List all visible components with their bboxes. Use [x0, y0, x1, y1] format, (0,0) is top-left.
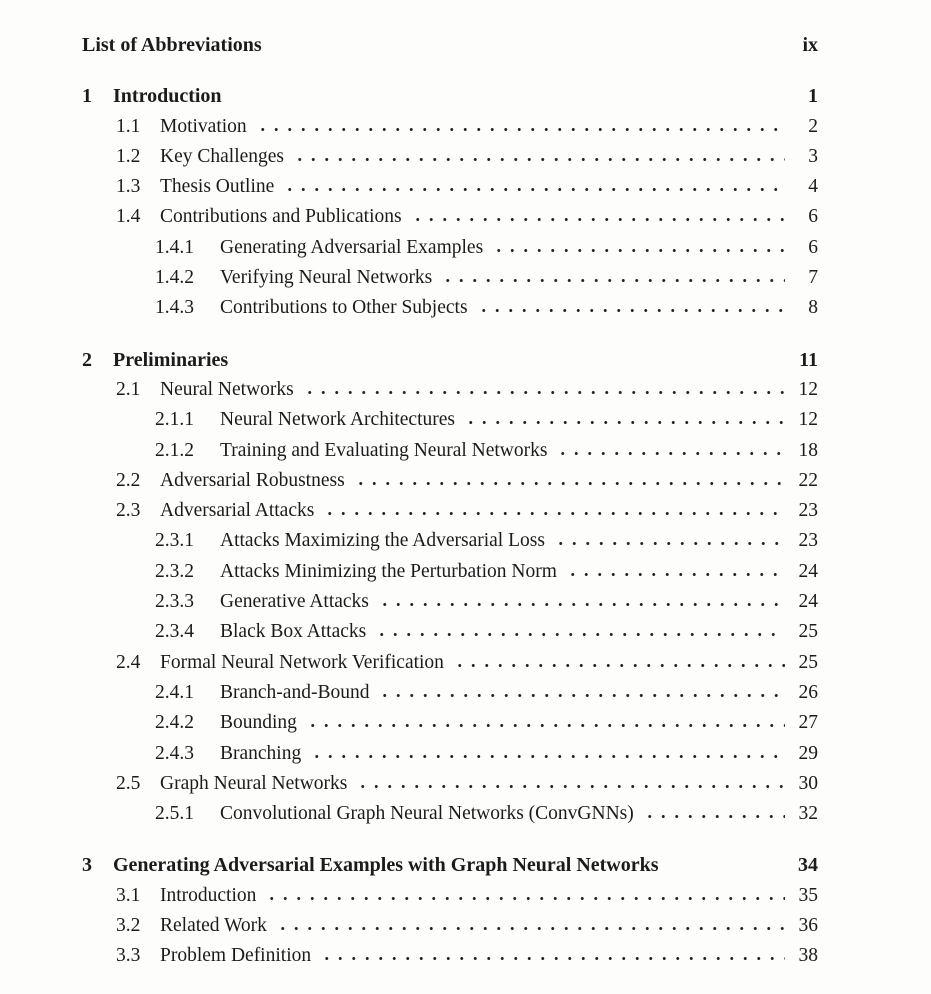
section-page-number: 35 [798, 884, 818, 906]
chapter-title: List of Abbreviations [82, 34, 262, 56]
leader-dots [439, 278, 785, 283]
toc-entry-row [82, 708, 818, 738]
section-page-number: 6 [808, 236, 818, 258]
toc-entry-row [82, 293, 818, 323]
section-number: 3.1 [116, 884, 141, 906]
section-page-number: 24 [798, 591, 818, 613]
section-page-number: 27 [798, 712, 818, 734]
toc-entry-row [82, 881, 818, 911]
section-page-number: 30 [798, 772, 818, 794]
section-number: 2.1.1 [155, 409, 194, 431]
leader-dots [554, 451, 785, 456]
chapter-title: Preliminaries [113, 348, 229, 371]
toc-entry-row [82, 112, 818, 142]
section-number: 1.4.1 [155, 236, 194, 258]
section-title: Key Challenges [160, 145, 285, 167]
toc-entry-row [82, 375, 818, 405]
section-title: Neural Networks [160, 378, 294, 400]
section-title: Related Work [160, 915, 267, 937]
section-number: 2.3.4 [155, 621, 194, 643]
section-page-number: 36 [798, 915, 818, 937]
section-title: Generating Adversarial Examples [220, 236, 484, 258]
section-number: 2.5 [116, 772, 141, 794]
section-number: 2.3 [116, 500, 141, 522]
section-number: 2.2 [116, 469, 141, 491]
section-title: Problem Definition [160, 945, 312, 967]
toc-entry-row [82, 769, 818, 799]
toc-entry-row [82, 911, 818, 941]
leader-dots [301, 390, 785, 395]
leader-dots [308, 754, 785, 759]
toc-frontmatter-row [82, 30, 818, 60]
leader-dots [354, 784, 785, 789]
leader-dots [666, 866, 785, 871]
leader-dots [641, 814, 785, 819]
section-number: 3.2 [116, 915, 141, 937]
toc-entry-row [82, 405, 818, 435]
leader-dots [235, 361, 785, 366]
section-number: 2.3.1 [155, 530, 194, 552]
leader-dots [269, 46, 785, 51]
toc-entry-row [82, 941, 818, 971]
section-title: Verifying Neural Networks [220, 267, 433, 289]
section-page-number: 2 [808, 115, 818, 137]
leader-dots [564, 572, 785, 577]
toc-entry-row [82, 617, 818, 647]
toc-entry-row [82, 648, 818, 678]
section-page-number: 18 [798, 439, 818, 461]
section-page-number: 29 [798, 742, 818, 764]
section-title: Convolutional Graph Neural Networks (ConvGNNs) [220, 803, 634, 825]
toc-entry-row [82, 678, 818, 708]
leader-dots [254, 127, 785, 132]
chapter-title: Introduction [113, 85, 222, 108]
leader-dots [490, 248, 785, 253]
leader-dots [376, 602, 785, 607]
leader-dots [451, 663, 785, 668]
section-title: Neural Network Architectures [220, 409, 455, 431]
section-number: 3.3 [116, 945, 141, 967]
section-number: 2.1 [116, 378, 141, 400]
section-number: 1.2 [116, 145, 141, 167]
toc-entry-row [82, 557, 818, 587]
toc-entry-row [82, 526, 818, 556]
section-page-number: 32 [798, 803, 818, 825]
section-title: Black Box Attacks [220, 621, 367, 643]
section-page-number: 23 [798, 500, 818, 522]
section-number: 1.4.3 [155, 297, 194, 319]
section-page-number: 22 [798, 469, 818, 491]
toc-entry-row [82, 466, 818, 496]
section-title: Introduction [160, 884, 257, 906]
leader-dots [409, 217, 785, 222]
section-title: Thesis Outline [160, 176, 275, 198]
chapter-page-number: 1 [808, 85, 818, 108]
section-page-number: 7 [808, 267, 818, 289]
section-number: 2.3.3 [155, 591, 194, 613]
leader-dots [291, 157, 785, 162]
section-page-number: 25 [798, 651, 818, 673]
section-title: Attacks Maximizing the Adversarial Loss [220, 530, 545, 552]
section-page-number: 26 [798, 681, 818, 703]
leader-dots [318, 956, 785, 961]
toc-entry-row [82, 496, 818, 526]
section-title: Adversarial Attacks [160, 500, 315, 522]
chapter-number: 3 [82, 854, 92, 877]
section-title: Motivation [160, 115, 247, 137]
section-number: 1.3 [116, 176, 141, 198]
section-title: Contributions to Other Subjects [220, 297, 468, 319]
toc-entry-row [82, 263, 818, 293]
section-title: Training and Evaluating Neural Networks [220, 439, 548, 461]
leader-dots [281, 187, 785, 192]
section-title: Bounding [220, 712, 297, 734]
section-page-number: 4 [808, 176, 818, 198]
leader-dots [462, 420, 785, 425]
chapter-page-number: 11 [799, 348, 818, 371]
section-page-number: 38 [798, 945, 818, 967]
toc-entry-row [82, 142, 818, 172]
section-number: 1.4.2 [155, 267, 194, 289]
toc-entry-row [82, 587, 818, 617]
section-number: 2.5.1 [155, 803, 194, 825]
toc-entry-row [82, 233, 818, 263]
section-title: Graph Neural Networks [160, 772, 348, 794]
toc-chapter-row [82, 81, 818, 111]
section-number: 2.4.3 [155, 742, 194, 764]
section-page-number: 24 [798, 560, 818, 582]
chapter-page-number: 34 [798, 854, 818, 877]
chapter-number: 1 [82, 85, 92, 108]
leader-dots [229, 97, 785, 102]
leader-dots [352, 481, 785, 486]
section-number: 2.1.2 [155, 439, 194, 461]
section-page-number: 6 [808, 206, 818, 228]
chapter-page-number: ix [802, 34, 818, 56]
toc-entry-row [82, 739, 818, 769]
section-page-number: 25 [798, 621, 818, 643]
section-number: 1.1 [116, 115, 141, 137]
chapter-number: 2 [82, 348, 92, 371]
section-number: 2.4.2 [155, 712, 194, 734]
section-number: 2.3.2 [155, 560, 194, 582]
table-of-contents [82, 30, 818, 972]
leader-dots [263, 896, 785, 901]
toc-entry-row [82, 799, 818, 829]
section-title: Generative Attacks [220, 591, 369, 613]
section-page-number: 12 [798, 409, 818, 431]
section-number: 1.4 [116, 206, 141, 228]
section-page-number: 3 [808, 145, 818, 167]
leader-dots [274, 926, 785, 931]
leader-dots [373, 632, 785, 637]
section-title: Attacks Minimizing the Perturbation Norm [220, 560, 557, 582]
toc-entry-row [82, 436, 818, 466]
section-page-number: 12 [798, 378, 818, 400]
section-title: Branching [220, 742, 302, 764]
leader-dots [552, 541, 785, 546]
section-title: Adversarial Robustness [160, 469, 345, 491]
leader-dots [321, 511, 785, 516]
section-title: Formal Neural Network Verification [160, 651, 444, 673]
toc-entry-row [82, 172, 818, 202]
leader-dots [304, 723, 785, 728]
toc-chapter-row [82, 345, 818, 375]
leader-dots [376, 693, 785, 698]
section-page-number: 23 [798, 530, 818, 552]
chapter-title: Generating Adversarial Examples with Graph Neural Networks [113, 854, 659, 877]
section-number: 2.4 [116, 651, 141, 673]
toc-entry-row [82, 202, 818, 232]
leader-dots [475, 308, 785, 313]
section-title: Branch-and-Bound [220, 681, 370, 703]
section-page-number: 8 [808, 297, 818, 319]
section-title: Contributions and Publications [160, 206, 402, 228]
toc-chapter-row [82, 850, 818, 880]
section-number: 2.4.1 [155, 681, 194, 703]
